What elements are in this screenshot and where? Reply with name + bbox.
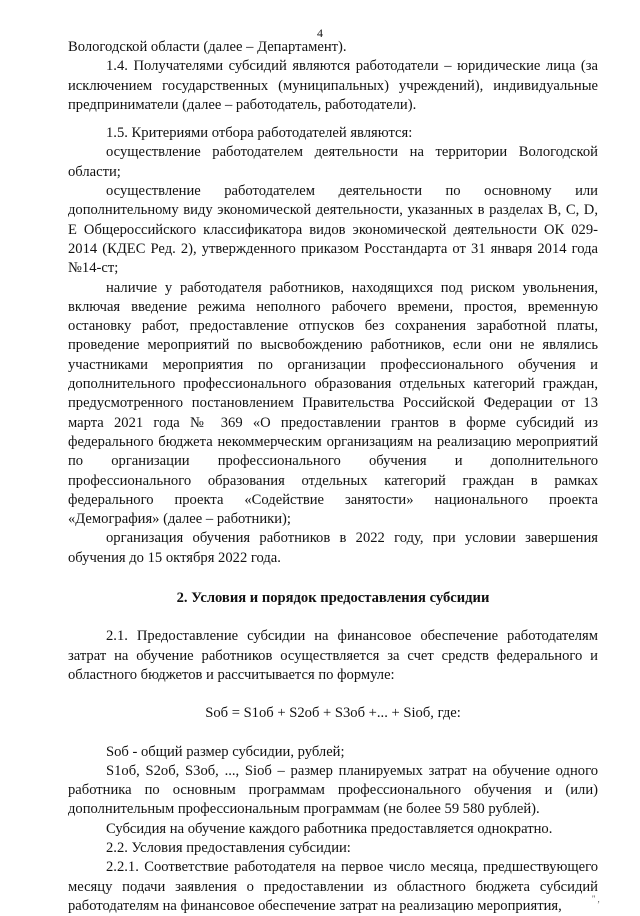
paragraph: 2.2.1. Соответствие работодателя на первое число месяца, предшествующего месяцу подачи заявления о предоставлении из областного бюджета субсидий работодателям на финансовое обеспечение затрат на реализацию мероприятия,: [68, 858, 598, 916]
paragraph-group-top: [68, 38, 598, 568]
section-heading: 2. Условия и порядок предоставления субсидии: [68, 589, 598, 608]
paragraph: Sоб - общий размер субсидии, рублей;: [68, 743, 598, 762]
paragraph: осуществление работодателем деятельности по основному или дополнительному виду экономической деятельности, указанных в разделах B, C, D, E Общероссийского классификатора видов экономической деятельности ОК 029-2014 (КДЕС Ред. 2), утвержденного приказом Росстандарта от 31 января 2014 года №14-ст;: [68, 182, 598, 278]
page-number: 4: [0, 24, 640, 43]
paragraph: Субсидия на обучение каждого работника предоставляется однократно.: [68, 820, 598, 839]
document-body: [68, 38, 598, 916]
paragraph-2-1: 2.1. Предоставление субсидии на финансовое обеспечение работодателям затрат на обучение работников осуществляется за счет средств федерального и областного бюджетов и рассчитывается по формуле:: [68, 627, 598, 685]
paragraph: Вологодской области (далее – Департамент).: [68, 38, 598, 57]
paragraph-gap: [68, 115, 598, 124]
paragraph: 1.4. Получателями субсидий являются работодатели – юридические лица (за исключением государственных (муниципальных) учреждений), индивидуальные предприниматели (далее – работодатель, работодатели).: [68, 57, 598, 115]
paragraph: осуществление работодателем деятельности на территории Вологодской области;: [68, 143, 598, 182]
paragraph: 1.5. Критериями отбора работодателей являются:: [68, 124, 598, 143]
paragraph: 2.2. Условия предоставления субсидии:: [68, 839, 598, 858]
paragraph-group-bottom: [68, 743, 598, 916]
paragraph: S1об, S2об, S3об, ..., Siоб – размер планируемых затрат на обучение одного работника по основным программам профессионального обучения и (или) дополнительным профессиональным программам (не более 59 580 рублей).: [68, 762, 598, 820]
formula: Sоб = S1об + S2об + S3об +... + Siоб, где:: [68, 704, 598, 723]
paragraph: наличие у работодателя работников, находящихся под риском увольнения, включая введение режима неполного рабочего времени, простоя, временную остановку работ, предоставление отпусков без сохранения заработной платы, проведение мероприятий по высвобождению работников, если они не являлись участниками мероприятия по организации профессионального обучения и дополнительного профессионального образования отдельных категорий граждан, предусмотренного постановлением Правительства Российской Федерации от 13 марта 2021 года № 369 «О предоставлении грантов в форме субсидий из федерального бюджета некоммерческим организациям на реализацию мероприятий по организации профессионального обучения и дополнительного профессионального образования отдельных категорий граждан в рамках федерального проекта «Содействие занятости» национального проекта «Демография» (далее – работники);: [68, 279, 598, 530]
corner-marks: '' ,: [592, 890, 600, 909]
paragraph: организация обучения работников в 2022 году, при условии завершения обучения до 15 октября 2022 года.: [68, 529, 598, 568]
